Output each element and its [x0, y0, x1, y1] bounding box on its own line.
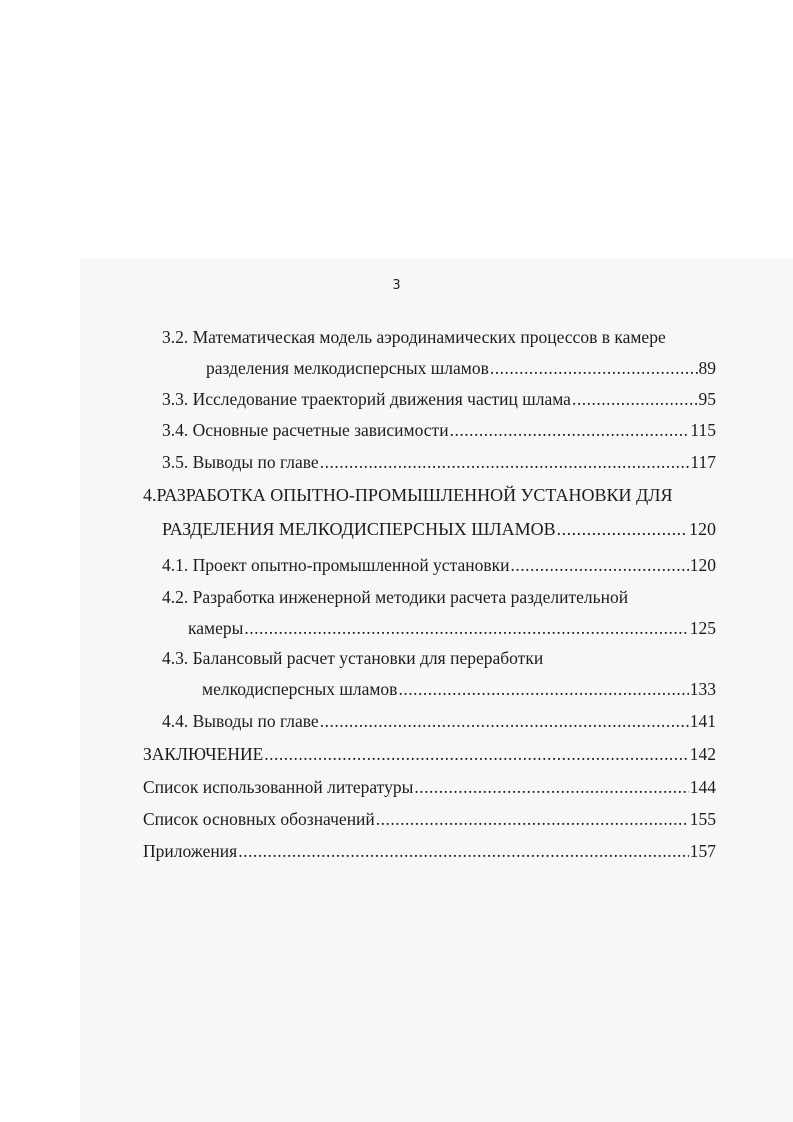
toc-entry-4-2[interactable]: [188, 617, 716, 639]
toc-entry-3-3-page: 95: [698, 389, 716, 409]
toc-entry-4-4-title: 4.4. Выводы по главе: [162, 711, 319, 731]
dot-leader: [557, 518, 688, 540]
dot-leader: [244, 617, 688, 639]
toc-entry-4-3-page: 133: [689, 679, 716, 699]
toc-entry-3-4-page: 115: [690, 420, 716, 440]
dot-leader: [320, 710, 689, 732]
toc-references-page: 144: [689, 777, 716, 797]
dot-leader: [490, 357, 698, 379]
dot-leader: [398, 678, 688, 700]
toc-conclusion[interactable]: [143, 743, 716, 765]
dot-leader: [572, 388, 698, 410]
toc-entry-4-3-title-cont: мелкодисперсных шламов: [202, 679, 398, 699]
toc-entry-4-1-page: 120: [689, 555, 716, 575]
toc-appendix-title: Приложения: [143, 841, 238, 861]
dot-leader: [264, 743, 688, 765]
toc-entry-3-2-page: 89: [698, 358, 716, 378]
toc-entry-3-5-title: 3.5. Выводы по главе: [162, 452, 319, 472]
dot-leader: [450, 419, 690, 441]
toc-entry-4-4[interactable]: [162, 710, 716, 732]
toc-entry-4-2-title-cont: камеры: [188, 618, 244, 638]
toc-notation-page: 155: [689, 809, 716, 829]
toc-entry-3-5-page: 117: [690, 452, 716, 472]
toc-appendix-page: 157: [689, 841, 716, 861]
toc-entry-3-4[interactable]: [162, 419, 716, 441]
toc-chapter-4-title: 4.РАЗРАБОТКА ОПЫТНО-ПРОМЫШЛЕННОЙ УСТАНОВКИ ДЛЯ: [143, 485, 673, 505]
toc-references[interactable]: [143, 776, 716, 798]
toc-notation[interactable]: [143, 808, 716, 830]
page-number: 3: [392, 278, 401, 293]
toc-chapter-4[interactable]: [162, 518, 716, 540]
dot-leader: [238, 840, 689, 862]
toc-entry-3-3-title: 3.3. Исследование траекторий движения частиц шлама: [162, 389, 571, 409]
toc-conclusion-title: ЗАКЛЮЧЕНИЕ: [143, 744, 264, 764]
toc-entry-3-2[interactable]: [206, 357, 716, 379]
toc-entry-3-2-title: 3.2. Математическая модель аэродинамических процессов в камере: [162, 327, 666, 347]
toc-entry-4-1-title: 4.1. Проект опытно-промышленной установки: [162, 555, 510, 575]
toc-entry-3-4-title: 3.4. Основные расчетные зависимости: [162, 420, 449, 440]
dot-leader: [320, 451, 690, 473]
dot-leader: [510, 554, 688, 576]
toc-entry-3-5[interactable]: [162, 451, 716, 473]
toc-appendix[interactable]: [143, 840, 716, 862]
toc-chapter-4-title-cont: РАЗДЕЛЕНИЯ МЕЛКОДИСПЕРСНЫХ ШЛАМОВ: [162, 519, 556, 539]
dot-leader: [376, 808, 689, 830]
toc-entry-3-3[interactable]: [162, 388, 716, 410]
toc-entry-4-2-page: 125: [689, 618, 716, 638]
dot-leader: [414, 776, 688, 798]
toc-chapter-4-page: 120: [689, 519, 716, 539]
toc-entry-4-3-title: 4.3. Балансовый расчет установки для переработки: [162, 648, 544, 668]
toc-references-title: Список использованной литературы: [143, 777, 414, 797]
toc-entry-4-3[interactable]: [202, 678, 716, 700]
toc-conclusion-page: 142: [689, 744, 716, 764]
toc-entry-4-2-title: 4.2. Разработка инженерной методики расчета разделительной: [162, 587, 629, 607]
toc-entry-4-4-page: 141: [689, 711, 716, 731]
toc-entry-4-1[interactable]: [162, 554, 716, 576]
toc-notation-title: Список основных обозначений: [143, 809, 375, 829]
toc-entry-3-2-title-cont: разделения мелкодисперсных шламов: [206, 358, 489, 378]
